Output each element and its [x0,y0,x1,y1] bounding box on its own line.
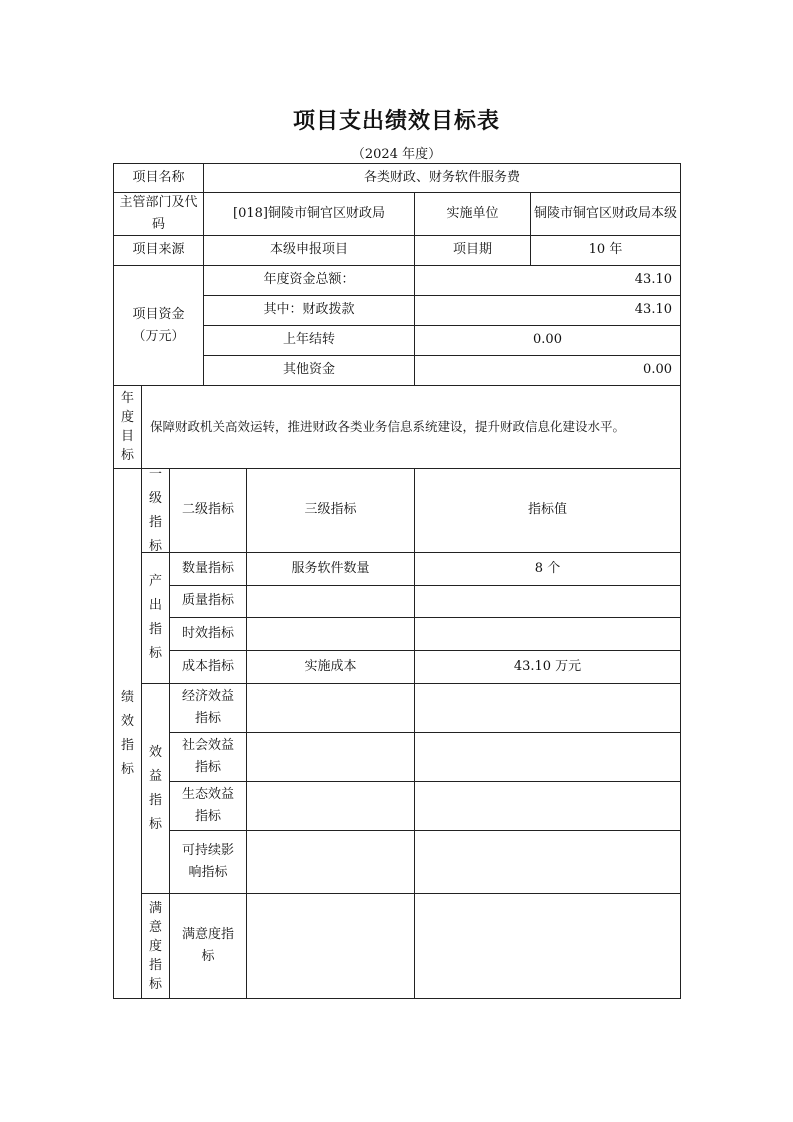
carryover-value: 0.00 [414,325,681,356]
unit-label: 实施单位 [414,192,531,236]
dept-value: [018]铜陵市铜官区财政局 [203,192,415,236]
funds-label: 项目资金（万元） [113,265,204,386]
quantity-indicator-label: 数量指标 [169,552,247,586]
sustainable-level3 [246,830,415,894]
benefit-indicators-label: 效益指标 [141,683,170,894]
project-name-value: 各类财政、财务软件服务费 [203,163,681,193]
ecological-benefit-label: 生态效益指标 [169,781,247,831]
economic-level3 [246,683,415,733]
carryover-label: 上年结转 [203,325,415,356]
timeliness-indicator-label: 时效指标 [169,617,247,651]
ecological-value [414,781,681,831]
other-funds-value: 0.00 [414,355,681,386]
unit-value: 铜陵市铜官区财政局本级 [530,192,681,236]
document-title: 项目支出绩效目标表 [292,109,500,134]
value-header: 指标值 [414,468,681,553]
timeliness-level3 [246,617,415,651]
satisfaction-group-label: 满意度指标 [141,893,170,999]
annual-goal-text: 保障财政机关高效运转，推进财政各类业务信息系统建设，提升财政信息化建设水平。 [141,385,681,469]
total-funds-value: 43.10 [414,265,681,296]
quantity-level3: 服务软件数量 [246,552,415,586]
social-benefit-label: 社会效益指标 [169,732,247,782]
sustainable-impact-label: 可持续影响指标 [169,830,247,894]
fiscal-funds-label: 其中：财政拨款 [203,295,415,326]
period-value: 10 年 [530,235,681,266]
quality-level3 [246,585,415,618]
output-indicators-label: 产出指标 [141,552,170,684]
social-value [414,732,681,782]
satisfaction-indicator-label: 满意度指标 [169,893,247,999]
document-year: （2024 年度） [351,147,442,162]
cost-indicator-label: 成本指标 [169,650,247,684]
cost-value: 43.10 万元 [414,650,681,684]
economic-benefit-label: 经济效益指标 [169,683,247,733]
quality-value [414,585,681,618]
ecological-level3 [246,781,415,831]
timeliness-value [414,617,681,651]
level3-header: 三级指标 [246,468,415,553]
annual-goal-label: 年度目标 [113,385,142,469]
source-value: 本级申报项目 [203,235,415,266]
fiscal-funds-value: 43.10 [414,295,681,326]
quantity-value: 8 个 [414,552,681,586]
project-name-label: 项目名称 [113,163,204,193]
satisfaction-level3 [246,893,415,999]
performance-target-table [113,163,681,999]
dept-label: 主管部门及代码 [113,192,204,236]
satisfaction-value [414,893,681,999]
social-level3 [246,732,415,782]
cost-level3: 实施成本 [246,650,415,684]
economic-value [414,683,681,733]
source-label: 项目来源 [113,235,204,266]
total-funds-label: 年度资金总额： [203,265,415,296]
performance-label: 绩效指标 [113,468,142,999]
sustainable-value [414,830,681,894]
level2-header: 二级指标 [169,468,247,553]
quality-indicator-label: 质量指标 [169,585,247,618]
period-label: 项目期 [414,235,531,266]
level1-header: 一级指标 [141,468,170,553]
other-funds-label: 其他资金 [203,355,415,386]
